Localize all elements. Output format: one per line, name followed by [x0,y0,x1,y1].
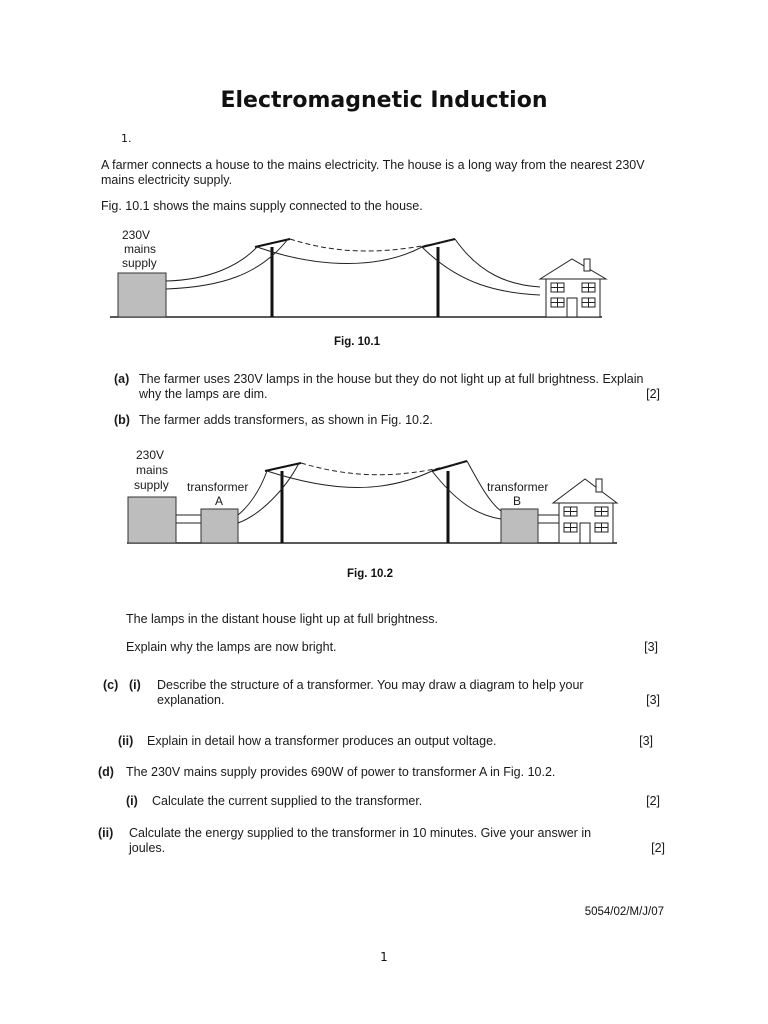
fig2-supply-label-1: 230V [136,448,165,462]
fig1-cable-left-1 [166,247,257,281]
intro-text [101,158,661,188]
exam-code: 5054/02/M/J/07 [584,906,664,918]
fig1-mains-supply-box [118,273,166,317]
fig2-cable-right-2 [432,471,501,519]
question-number: 1. [121,132,132,145]
fig2-transformer-b-box [501,509,538,543]
intro-line-1: A farmer connects a house to the mains electricity. The house is a long way from the nearest 230V [101,158,645,172]
part-c-i-text [157,678,660,708]
part-b-label: (b) [114,413,130,427]
part-b-question-row [126,640,658,655]
fig2-transformer-a-label: transformer [187,480,249,494]
part-a-label: (a) [114,372,130,386]
fig2-supply-label-2: mains [136,463,169,477]
part-d-ii-text [129,826,665,856]
fig2-transformer-b-letter: B [513,494,522,508]
fig2-transformer-b-label: transformer [487,480,549,494]
fig2-caption: Fig. 10.2 [347,568,394,580]
part-c-ii-marks: [3] [639,734,653,748]
part-d-i-marks: [2] [646,794,660,808]
part-d-i-row [152,794,660,809]
part-d-label: (d) [98,765,114,779]
fig2-transformer-a-letter: A [215,494,224,508]
part-b-statement: The lamps in the distant house light up at full brightness. [126,612,438,626]
part-c-i-line-2: explanation. [157,693,225,707]
figure-10-1 [110,225,610,325]
part-c-i-marks: [3] [646,693,660,707]
page-title: Electromagnetic Induction [220,88,548,113]
part-d-ii-marks: [2] [651,841,665,855]
part-a-marks: [2] [646,387,660,401]
part-c-i-label: (i) [129,678,141,692]
part-d-i-text: Calculate the current supplied to the transformer. [152,794,423,808]
fig2-transformer-a-box [201,509,238,543]
fig2-house [553,479,617,543]
part-d-text: The 230V mains supply provides 690W of power to transformer A in Fig. 10.2. [126,765,556,779]
part-d-ii-line-2: joules. [129,841,166,855]
part-c-label: (c) [103,678,119,692]
figure-10-2 [125,445,620,550]
intro-fig-ref: Fig. 10.1 shows the mains supply connected to the house. [101,199,423,213]
fig1-cable-right-2 [422,247,540,295]
part-a-line-1: The farmer uses 230V lamps in the house but they do not light up at full brightness. Explain [139,372,644,386]
fig1-supply-label-1: 230V [122,228,151,242]
fig2-mains-supply-box [128,497,176,543]
part-d-ii-label: (ii) [98,826,114,840]
part-c-ii-text: Explain in detail how a transformer produces an output voltage. [147,734,497,748]
fig1-house [540,259,606,317]
part-a-text [139,372,660,402]
fig1-cable-left-2 [166,239,288,289]
fig1-supply-label-2: mains [124,242,157,256]
page-number: 1 [380,950,388,964]
fig2-supply-label-3: supply [134,478,169,492]
part-a-line-2: why the lamps are dim. [139,387,268,401]
intro-line-2: mains electricity supply. [101,173,233,187]
part-c-ii-row [147,734,653,749]
part-b-marks: [3] [644,640,658,654]
part-d-i-label: (i) [126,794,138,808]
fig1-supply-label-3: supply [122,256,157,270]
part-c-ii-label: (ii) [118,734,134,748]
part-c-i-line-1: Describe the structure of a transformer. You may draw a diagram to help your [157,678,584,692]
part-d-ii-line-1: Calculate the energy supplied to the transformer in 10 minutes. Give your answer in [129,826,592,840]
part-b-question: Explain why the lamps are now bright. [126,640,337,654]
fig1-caption: Fig. 10.1 [334,336,381,348]
part-b-text: The farmer adds transformers, as shown in Fig. 10.2. [139,413,433,427]
